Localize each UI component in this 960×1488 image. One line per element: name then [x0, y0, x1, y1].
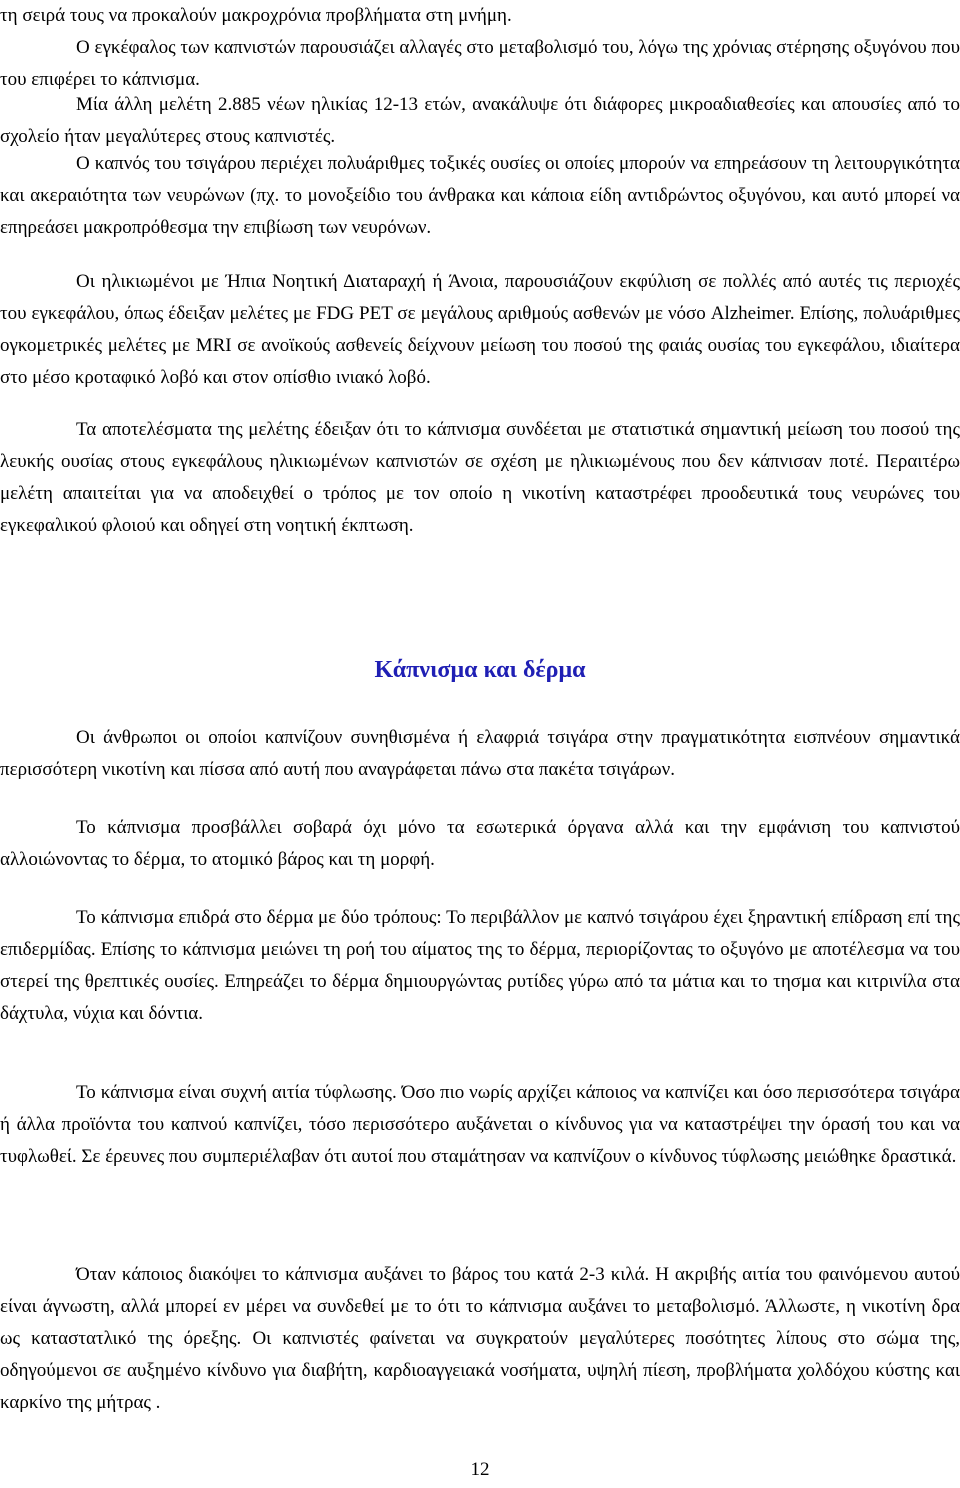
paragraph-weight-gain: Όταν κάποιος διακόψει το κάπνισμα αυξάνει το βάρος του κατά 2-3 κιλά. Η ακριβής αιτία του φαινόμενου αυτού είναι άγνωστη, αλλά μπορεί εν μέρει να συνδεθεί με το ότι το κάπνισμα αυξάνει το μεταβολισμό. Άλλωστε, η νικοτίνη δρα ως καταστατλικό της όρεξης. Οι καπνιστές φαίνεται να συγκρατούν μεγαλύτερες ποσότητες λίπους στο σώμα της, οδηγούμενοι σε αυξημένο κίνδυνο για διαβήτη, καρδιοαγγειακά νοσήματα, υψηλή πίεση, προβλήματα χολδόχου κύστης και καρκίνο της μήτρας . [0, 1264, 960, 1413]
paragraph-toxic-substances: Ο καπνός του τσιγάρου περιέχει πολυάριθμες τοξικές ουσίες οι οποίες μπορούν να επηρεάσουν τη λειτουργικότητα και ακεραιότητα των νευρώνων (πχ. το μονοξείδιο του άνθρακα και κάποια είδη αντιδρώντος οξυγόνου, και αυτό μπορεί να επηρεάσει μακροπρόθεσμα την επιβίωση των νευρόνων. [0, 153, 960, 238]
page-number: 12 [470, 1459, 490, 1480]
paragraph-study-young-smokers: Μία άλλη μελέτη 2.885 νέων ηλικίας 12-13 ετών, ανακάλυψε ότι διάφορες μικροαδιαθεσίες και απουσίες από το σχολείο ήταν μεγαλύτερες στους καπνιστές. [0, 94, 960, 147]
paragraph-blindness: Το κάπνισμα είναι συχνή αιτία τύφλωσης. Όσο πιο νωρίς αρχίζει κάποιος να καπνίζει και όσο περισσότερα τσιγάρα ή άλλα προϊόντα του καπνού καπνίζει, τόσο περισσότερο αυξάνεται ο κίνδυνος για να καταστρέψει την όρασή του και να τυφλωθεί. Σε έρευνες που συμπεριέλαβαν ότι αυτοί που σταμάτησαν να καπνίζουν ο κίνδυνος τύφλωσης μειώθηκε δραστικά. [0, 1082, 960, 1167]
paragraph-light-cigarettes: Οι άνθρωποι οι οποίοι καπνίζουν συνηθισμένα ή ελαφριά τσιγάρα στην πραγματικότητα εισπνέουν σημαντικά περισσότερη νικοτίνη και πίσσα από αυτή που αναγράφεται πάνω στα πακέτα τσιγάρων. [0, 727, 960, 780]
paragraph-study-results: Τα αποτελέσματα της μελέτης έδειξαν ότι το κάπνισμα συνδέεται με στατιστικά σημαντική μείωση του ποσού της λευκής ουσίας στους εγκεφάλους ηλικιωμένων καπνιστών σε σχέση με ηλικιωμένους που δεν κάπνισαν ποτέ. Περαιτέρω μελέτη απαιτείται για να αποδειχθεί ο τρόπος με τον οποίο η νικοτίνη καταστρέφει προοδευτικά τους νευρώνες του εγκεφαλικού φλοιού και οδηγεί στη νοητική έκπτωση. [0, 419, 960, 536]
paragraph-skin-appearance: Το κάπνισμα προσβάλλει σοβαρά όχι μόνο τα εσωτερικά όργανα αλλά και την εμφάνιση του καπνιστού αλλοιώνοντας το δέρμα, το ατομικό βάρος και τη μορφή. [0, 817, 960, 870]
paragraph-elderly-dementia: Οι ηλικιωμένοι με Ήπια Νοητική Διαταραχή ή Άνοια, παρουσιάζουν εκφύλιση σε πολλές από αυτές τις περιοχές του εγκεφάλου, όπως έδειξαν μελέτες με FDG PET σε μεγάλους αριθμούς ασθενών με νόσο Alzheimer. Επίσης, πολυάριθμες ογκομετρικές μελέτες με MRI σε ανοϊκούς ασθενείς δείχνουν μείωση του ποσού της φαιάς ουσίας του εγκεφάλου, ιδιαίτερα στο μέσο κροταφικό λοβό και στον οπίσθιο ινιακό λοβό. [0, 271, 960, 388]
paragraph-smoker-brain-metabolism: Ο εγκέφαλος των καπνιστών παρουσιάζει αλλαγές στο μεταβολισμό του, λόγω της χρόνιας στέρησης οξυγόνου που του επιφέρει το κάπνισμα. [0, 37, 960, 90]
section-heading: Κάπνισμα και δέρμα [374, 657, 586, 683]
paragraph-skin-two-ways: Το κάπνισμα επιδρά στο δέρμα με δύο τρόπους: Το περιβάλλον με καπνό τσιγάρου έχει ξηραντική επίδραση επί της επιδερμίδας. Επίσης το κάπνισμα μειώνει τη ροή του αίματος της το δέρμα, περιορίζοντας το οξυγόνο με αποτέλεσμα να του στερεί της θρεπτικές ουσίες. Επηρεάζει το δέρμα δημιουργώντας ρυτίδες γύρω από τα μάτια και το τησμα και κιτρινίλα στα δάχτυλα, νύχια και δόντια. [0, 907, 960, 1024]
paragraph-memory-problems: τη σειρά τους να προκαλούν μακροχρόνια προβλήματα στη μνήμη. [0, 5, 512, 26]
